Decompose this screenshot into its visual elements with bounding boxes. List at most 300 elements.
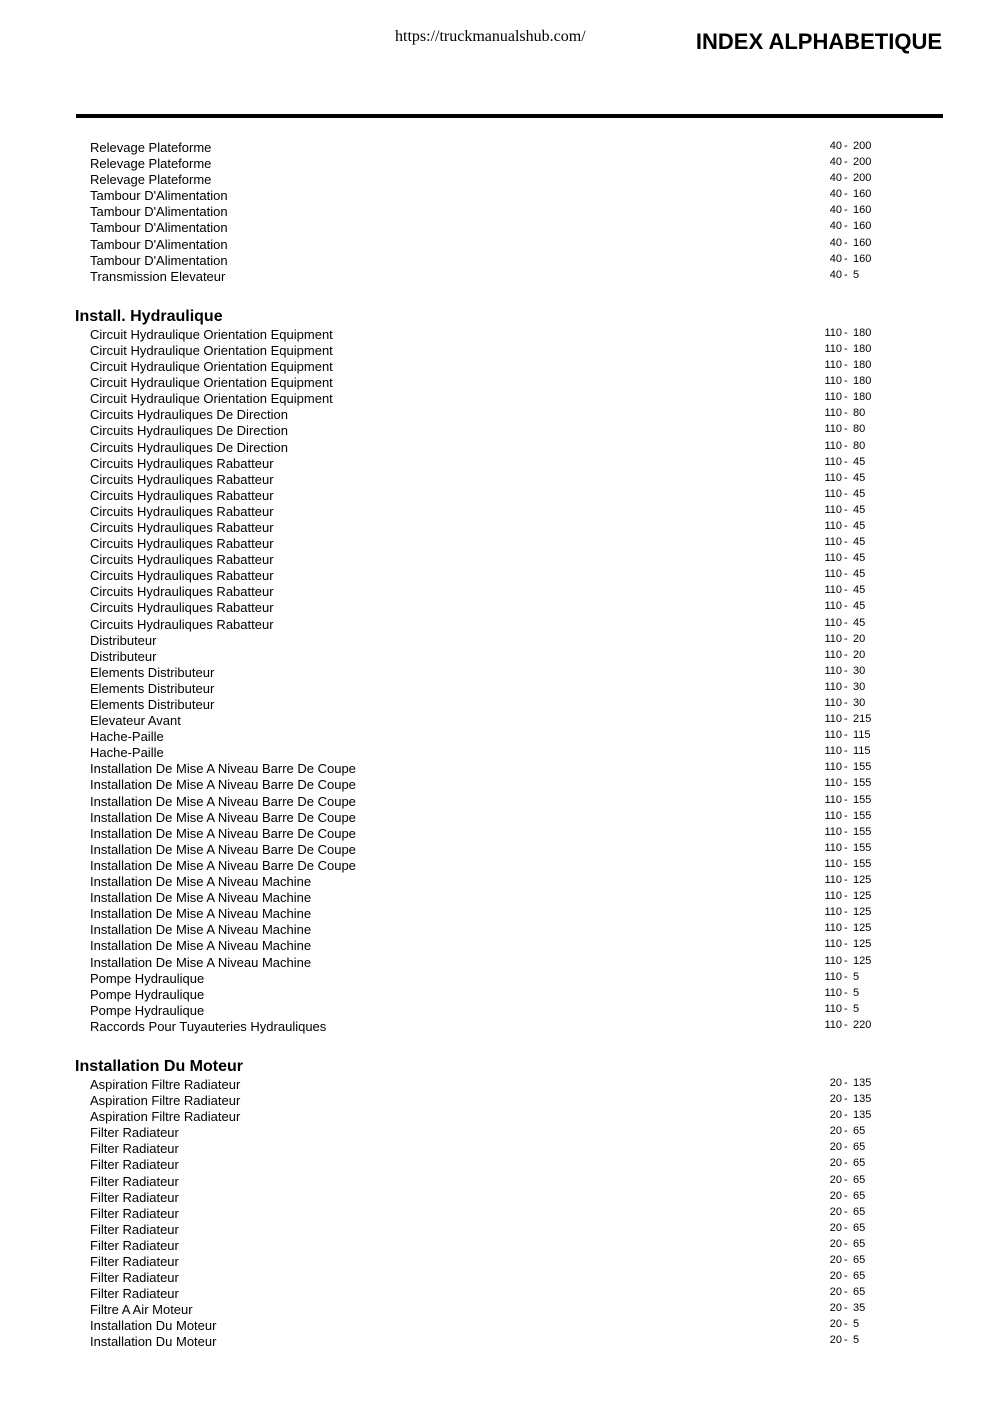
entry-section-number: 110	[824, 777, 842, 790]
entry-label: Filter Radiateur	[90, 1286, 179, 1302]
entry-section-number: 20	[829, 1221, 842, 1234]
entry-section-number: 110	[824, 841, 842, 854]
index-entry	[0, 519, 992, 535]
entry-section-number: 110	[824, 519, 842, 532]
index-entry	[0, 712, 992, 728]
entry-separator: -	[844, 423, 848, 436]
entry-section-number: 110	[824, 375, 842, 388]
entry-label: Circuit Hydraulique Orientation Equipment	[90, 359, 333, 375]
entry-page-number: 35	[853, 1302, 866, 1315]
entry-section-number: 20	[829, 1286, 842, 1299]
entry-separator: -	[844, 172, 848, 185]
entry-page-number: 160	[853, 252, 872, 265]
entry-separator: -	[844, 616, 848, 629]
entry-separator: -	[844, 664, 848, 677]
entry-label: Tambour D'Alimentation	[90, 252, 228, 268]
entry-section-number: 20	[829, 1254, 842, 1266]
entry-label: Distributeur	[90, 632, 157, 648]
entry-separator: -	[844, 632, 848, 645]
entry-separator: -	[844, 204, 848, 217]
entry-separator: -	[844, 1205, 848, 1218]
entry-section-number: 110	[824, 890, 842, 903]
entry-separator: -	[844, 1237, 848, 1250]
entry-page-number: 65	[853, 1286, 866, 1299]
entry-section-number: 20	[829, 1109, 842, 1122]
entry-separator: -	[844, 1002, 848, 1015]
entry-page-number: 65	[853, 1254, 866, 1266]
entry-label: Installation De Mise A Niveau Machine	[90, 954, 312, 970]
entry-page-number: 30	[853, 680, 866, 693]
entry-page-number: 125	[853, 890, 872, 903]
entry-section-number: 110	[824, 938, 842, 951]
entry-section-number: 110	[824, 648, 842, 661]
index-entry	[0, 471, 992, 487]
entry-label: Raccords Pour Tuyauteries Hydrauliques	[90, 1018, 327, 1034]
entry-section-number: 110	[824, 874, 842, 887]
entry-page-number: 45	[853, 536, 866, 549]
index-entry	[0, 155, 992, 171]
entry-section-number: 40	[829, 140, 842, 152]
entry-separator: -	[844, 697, 848, 709]
index-entry	[0, 793, 992, 809]
entry-separator: -	[844, 1189, 848, 1202]
entry-page-number: 180	[853, 326, 872, 339]
entry-page-number: 30	[853, 664, 866, 677]
entry-page-number: 5	[853, 986, 860, 999]
entry-page-number: 160	[853, 236, 872, 249]
entry-separator: -	[844, 922, 848, 935]
index-entry	[0, 921, 992, 937]
entry-label: Tambour D'Alimentation	[90, 204, 228, 220]
entry-label: Circuits Hydrauliques Rabatteur	[90, 600, 274, 616]
entry-section-number: 110	[824, 632, 842, 645]
entry-label: Tambour D'Alimentation	[90, 188, 228, 204]
index-entry	[0, 825, 992, 841]
entry-label: Installation De Mise A Niveau Machine	[90, 906, 312, 922]
index-entry	[0, 760, 992, 776]
entry-section-number: 40	[829, 252, 842, 265]
entry-section-number: 110	[824, 857, 842, 870]
entry-label: Installation De Mise A Niveau Machine	[90, 890, 312, 906]
entry-label: Circuits Hydrauliques Rabatteur	[90, 471, 274, 487]
entry-page-number: 5	[853, 1318, 860, 1331]
entry-section-number: 40	[829, 172, 842, 185]
entry-section-number: 110	[824, 407, 842, 420]
entry-section-number: 110	[824, 423, 842, 436]
entry-section-number: 20	[829, 1141, 842, 1154]
index-entry	[0, 503, 992, 519]
index-entry	[0, 1189, 992, 1205]
index-entry	[0, 187, 992, 203]
entry-section-number: 110	[824, 809, 842, 822]
entry-label: Aspiration Filtre Radiateur	[90, 1076, 241, 1092]
entry-label: Installation Du Moteur	[90, 1318, 217, 1334]
entry-section-number: 110	[824, 1002, 842, 1015]
entry-page-number: 80	[853, 439, 866, 452]
source-url[interactable]: https://truckmanualshub.com/	[395, 28, 586, 45]
entry-label: Filter Radiateur	[90, 1254, 179, 1269]
index-entry	[0, 937, 992, 953]
index-entry	[0, 744, 992, 760]
entry-label: Circuits Hydrauliques Rabatteur	[90, 455, 274, 471]
entry-page-number: 180	[853, 375, 872, 388]
entry-section-number: 110	[824, 954, 842, 967]
entry-label: Installation De Mise A Niveau Barre De Coupe	[90, 793, 356, 809]
entry-separator: -	[844, 986, 848, 999]
entry-section-number: 110	[824, 616, 842, 629]
index-entry	[0, 171, 992, 187]
entry-section-number: 110	[824, 986, 842, 999]
entry-label: Relevage Plateforme	[90, 140, 212, 155]
index-entry	[0, 268, 992, 284]
entry-page-number: 180	[853, 359, 872, 372]
index-entry	[0, 219, 992, 235]
entry-label: Elements Distributeur	[90, 680, 215, 696]
entry-separator: -	[844, 1141, 848, 1154]
entry-separator: -	[844, 584, 848, 597]
index-entry	[0, 1205, 992, 1221]
entry-section-number: 20	[829, 1157, 842, 1170]
index-entry	[0, 439, 992, 455]
entry-separator: -	[844, 252, 848, 265]
index-entry	[0, 406, 992, 422]
entry-label: Filter Radiateur	[90, 1157, 179, 1173]
entry-section-number: 110	[824, 359, 842, 372]
entry-section-number: 110	[824, 326, 842, 339]
index-entry	[0, 905, 992, 921]
entry-separator: -	[844, 487, 848, 500]
index-list	[0, 139, 992, 1350]
entry-label: Filter Radiateur	[90, 1189, 179, 1205]
entry-section-number: 20	[829, 1189, 842, 1202]
entry-separator: -	[844, 471, 848, 484]
entry-section-number: 110	[824, 536, 842, 549]
entry-separator: -	[844, 745, 848, 758]
entry-label: Installation De Mise A Niveau Barre De Coupe	[90, 841, 356, 857]
index-entry	[0, 1140, 992, 1156]
entry-separator: -	[844, 1334, 848, 1347]
index-entry	[0, 1076, 992, 1092]
entry-label: Filter Radiateur	[90, 1141, 179, 1157]
entry-label: Pompe Hydraulique	[90, 1002, 205, 1018]
index-entry	[0, 680, 992, 696]
entry-separator: -	[844, 793, 848, 806]
entry-separator: -	[844, 1254, 848, 1266]
index-entry	[0, 390, 992, 406]
entry-section-number: 110	[824, 552, 842, 565]
index-entry	[0, 809, 992, 825]
entry-label: Installation Du Moteur	[90, 1334, 217, 1350]
entry-section-number: 40	[829, 204, 842, 217]
index-entry	[0, 535, 992, 551]
entry-page-number: 65	[853, 1141, 866, 1154]
header-divider	[76, 114, 943, 118]
entry-separator: -	[844, 536, 848, 549]
entry-section-number: 20	[829, 1125, 842, 1138]
entry-page-number: 45	[853, 616, 866, 629]
entry-separator: -	[844, 140, 848, 152]
entry-page-number: 45	[853, 471, 866, 484]
entry-section-number: 110	[824, 697, 842, 709]
entry-page-number: 200	[853, 172, 872, 185]
entry-label: Installation De Mise A Niveau Barre De Coupe	[90, 809, 356, 825]
index-entry	[0, 664, 992, 680]
entry-page-number: 155	[853, 761, 872, 774]
index-entry	[0, 696, 992, 712]
index-entry	[0, 326, 992, 342]
entry-page-number: 65	[853, 1237, 866, 1250]
entry-separator: -	[844, 1076, 848, 1089]
section-heading: Installation Du Moteur	[75, 1057, 243, 1075]
entry-separator: -	[844, 1125, 848, 1138]
entry-label: Circuit Hydraulique Orientation Equipment	[90, 342, 333, 358]
index-entry	[0, 236, 992, 252]
entry-separator: -	[844, 1093, 848, 1106]
entry-page-number: 5	[853, 970, 860, 983]
entry-label: Installation De Mise A Niveau Barre De Coupe	[90, 857, 356, 873]
entry-section-number: 20	[829, 1076, 842, 1089]
entry-separator: -	[844, 1286, 848, 1299]
entry-page-number: 135	[853, 1093, 872, 1106]
index-entry	[0, 889, 992, 905]
entry-separator: -	[844, 729, 848, 742]
section-heading: Install. Hydraulique	[75, 307, 223, 325]
entry-separator: -	[844, 552, 848, 565]
entry-page-number: 200	[853, 156, 872, 169]
entry-section-number: 110	[824, 568, 842, 581]
index-entry	[0, 1317, 992, 1333]
entry-section-number: 110	[824, 487, 842, 500]
entry-label: Pompe Hydraulique	[90, 986, 205, 1002]
entry-page-number: 135	[853, 1076, 872, 1089]
entry-separator: -	[844, 970, 848, 983]
index-entry	[0, 1002, 992, 1018]
entry-separator: -	[844, 439, 848, 452]
entry-page-number: 115	[853, 745, 871, 758]
section-heading-row	[0, 284, 992, 326]
index-entry	[0, 374, 992, 390]
index-entry	[0, 342, 992, 358]
entry-section-number: 110	[824, 503, 842, 516]
index-entry	[0, 986, 992, 1002]
entry-page-number: 160	[853, 204, 872, 217]
entry-section-number: 110	[824, 455, 842, 468]
entry-separator: -	[844, 1302, 848, 1315]
entry-page-number: 215	[853, 713, 872, 726]
entry-section-number: 20	[829, 1270, 842, 1283]
entry-page-number: 5	[853, 1334, 860, 1347]
entry-separator: -	[844, 906, 848, 919]
entry-separator: -	[844, 407, 848, 420]
index-entry	[0, 1269, 992, 1285]
entry-label: Transmission Elevateur	[90, 268, 226, 284]
index-entry	[0, 583, 992, 599]
entry-separator: -	[844, 761, 848, 774]
entry-label: Circuits Hydrauliques Rabatteur	[90, 503, 274, 519]
index-entry	[0, 841, 992, 857]
index-entry	[0, 358, 992, 374]
entry-section-number: 20	[829, 1237, 842, 1250]
index-entry	[0, 1018, 992, 1034]
entry-page-number: 155	[853, 793, 872, 806]
entry-page-number: 80	[853, 423, 866, 436]
entry-label: Circuits Hydrauliques De Direction	[90, 439, 288, 455]
entry-section-number: 110	[824, 664, 842, 677]
entry-separator: -	[844, 1018, 848, 1031]
entry-separator: -	[844, 1221, 848, 1234]
entry-label: Relevage Plateforme	[90, 156, 212, 172]
entry-section-number: 110	[824, 584, 842, 597]
index-entry	[0, 616, 992, 632]
entry-section-number: 20	[829, 1205, 842, 1218]
entry-label: Circuits Hydrauliques De Direction	[90, 423, 288, 439]
entry-page-number: 45	[853, 487, 866, 500]
entry-separator: -	[844, 359, 848, 372]
index-entry	[0, 422, 992, 438]
entry-section-number: 110	[824, 729, 842, 742]
entry-separator: -	[844, 342, 848, 355]
entry-page-number: 180	[853, 391, 872, 404]
entry-label: Distributeur	[90, 648, 157, 664]
entry-page-number: 115	[853, 729, 871, 742]
entry-label: Installation De Mise A Niveau Machine	[90, 922, 312, 938]
entry-section-number: 110	[824, 439, 842, 452]
entry-page-number: 155	[853, 841, 872, 854]
entry-section-number: 110	[824, 713, 842, 726]
entry-label: Circuits Hydrauliques Rabatteur	[90, 519, 274, 535]
entry-section-number: 110	[824, 342, 842, 355]
entry-separator: -	[844, 648, 848, 661]
entry-label: Installation De Mise A Niveau Barre De Coupe	[90, 777, 356, 793]
entry-separator: -	[844, 825, 848, 838]
entry-section-number: 40	[829, 220, 842, 233]
entry-label: Filter Radiateur	[90, 1237, 179, 1253]
index-entry	[0, 455, 992, 471]
entry-separator: -	[844, 156, 848, 169]
entry-page-number: 160	[853, 220, 872, 233]
entry-page-number: 20	[853, 648, 866, 661]
entry-page-number: 125	[853, 874, 872, 887]
index-entry	[0, 1092, 992, 1108]
entry-label: Installation De Mise A Niveau Barre De Coupe	[90, 761, 356, 777]
entry-section-number: 110	[824, 680, 842, 693]
entry-page-number: 180	[853, 342, 872, 355]
entry-section-number: 20	[829, 1093, 842, 1106]
entry-section-number: 20	[829, 1334, 842, 1347]
entry-page-number: 65	[853, 1205, 866, 1218]
entry-page-number: 125	[853, 954, 872, 967]
entry-label: Hache-Paille	[90, 729, 164, 745]
index-entry	[0, 1301, 992, 1317]
entry-label: Circuit Hydraulique Orientation Equipment	[90, 375, 333, 391]
entry-page-number: 65	[853, 1270, 866, 1283]
index-entry	[0, 1108, 992, 1124]
entry-label: Elements Distributeur	[90, 664, 215, 680]
entry-separator: -	[844, 680, 848, 693]
entry-page-number: 20	[853, 632, 866, 645]
entry-section-number: 20	[829, 1318, 842, 1331]
entry-section-number: 40	[829, 268, 842, 281]
entry-page-number: 65	[853, 1157, 866, 1170]
entry-separator: -	[844, 1318, 848, 1331]
entry-label: Filtre A Air Moteur	[90, 1302, 193, 1318]
entry-page-number: 45	[853, 600, 866, 613]
entry-separator: -	[844, 841, 848, 854]
entry-page-number: 65	[853, 1189, 866, 1202]
entry-label: Circuits Hydrauliques Rabatteur	[90, 616, 274, 632]
entry-page-number: 125	[853, 922, 872, 935]
entry-separator: -	[844, 568, 848, 581]
entry-label: Filter Radiateur	[90, 1125, 179, 1141]
entry-page-number: 45	[853, 584, 866, 597]
entry-label: Tambour D'Alimentation	[90, 236, 228, 252]
index-entry	[0, 1173, 992, 1189]
index-entry	[0, 1333, 992, 1349]
entry-page-number: 155	[853, 857, 872, 870]
entry-separator: -	[844, 954, 848, 967]
entry-label: Aspiration Filtre Radiateur	[90, 1093, 241, 1109]
entry-separator: -	[844, 220, 848, 233]
entry-label: Aspiration Filtre Radiateur	[90, 1109, 241, 1125]
entry-separator: -	[844, 1157, 848, 1170]
entry-label: Circuit Hydraulique Orientation Equipment	[90, 326, 333, 342]
index-entry	[0, 203, 992, 219]
entry-page-number: 155	[853, 809, 872, 822]
entry-section-number: 110	[824, 825, 842, 838]
entry-section-number: 110	[824, 600, 842, 613]
entry-page-number: 220	[853, 1018, 872, 1031]
entry-separator: -	[844, 874, 848, 887]
entry-section-number: 40	[829, 188, 842, 201]
entry-page-number: 45	[853, 519, 866, 532]
entry-label: Installation De Mise A Niveau Machine	[90, 874, 312, 890]
entry-label: Installation De Mise A Niveau Barre De Coupe	[90, 825, 356, 841]
entry-page-number: 45	[853, 455, 866, 468]
entry-page-number: 80	[853, 407, 866, 420]
entry-label: Elements Distributeur	[90, 697, 215, 712]
section-heading-row	[0, 1034, 992, 1076]
index-entry	[0, 632, 992, 648]
entry-page-number: 65	[853, 1221, 866, 1234]
entry-label: Filter Radiateur	[90, 1221, 179, 1237]
entry-separator: -	[844, 375, 848, 388]
index-entry	[0, 728, 992, 744]
index-entry	[0, 873, 992, 889]
entry-section-number: 110	[824, 471, 842, 484]
page-title: INDEX ALPHABETIQUE	[695, 29, 942, 54]
entry-page-number: 65	[853, 1173, 866, 1186]
entry-page-number: 155	[853, 825, 872, 838]
entry-separator: -	[844, 857, 848, 870]
entry-page-number: 125	[853, 906, 872, 919]
entry-separator: -	[844, 600, 848, 613]
entry-section-number: 40	[829, 236, 842, 249]
index-entry	[0, 252, 992, 268]
entry-label: Hache-Paille	[90, 745, 164, 761]
entry-separator: -	[844, 890, 848, 903]
entry-label: Circuits Hydrauliques Rabatteur	[90, 568, 274, 584]
entry-page-number: 45	[853, 568, 866, 581]
entry-section-number: 110	[824, 1018, 842, 1031]
entry-page-number: 5	[853, 268, 860, 281]
entry-page-number: 30	[853, 697, 866, 709]
index-entry	[0, 857, 992, 873]
entry-separator: -	[844, 188, 848, 201]
index-entry	[0, 1124, 992, 1140]
entry-separator: -	[844, 1109, 848, 1122]
index-entry	[0, 1221, 992, 1237]
entry-separator: -	[844, 1173, 848, 1186]
